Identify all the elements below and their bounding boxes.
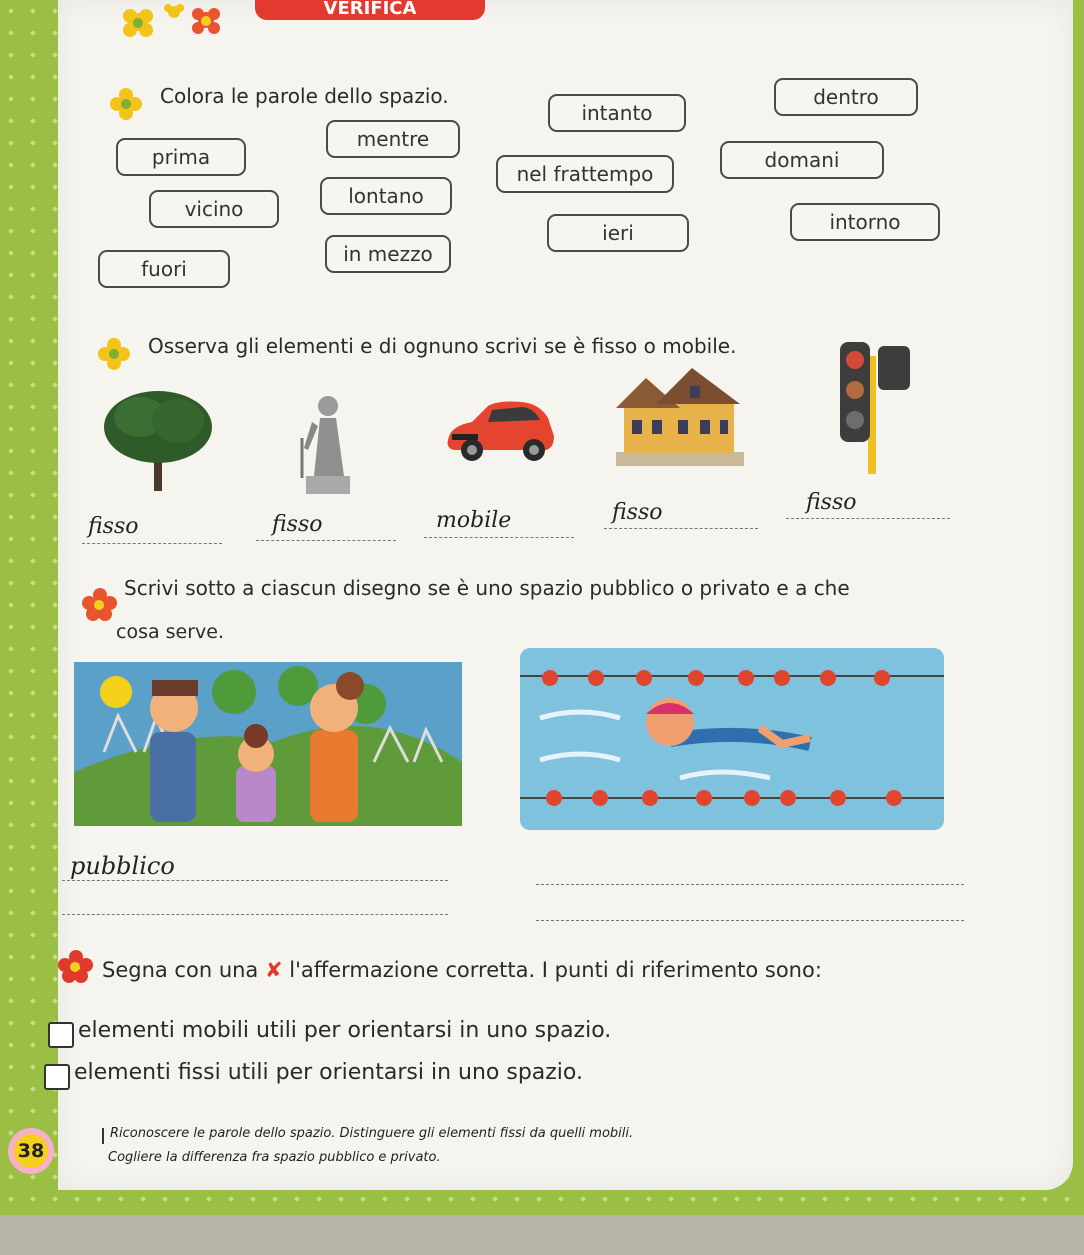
answer-line [604,528,758,529]
answer-line [256,540,396,541]
exercise-bullet-flower-icon [56,948,96,984]
word-chip[interactable]: ieri [547,214,689,252]
header-banner: VERIFICA [255,0,485,20]
answer-line [62,914,448,915]
exercise1-instruction: Colora le parole dello spazio. [160,84,449,108]
word-chip[interactable]: fuori [98,250,230,288]
word-chip[interactable]: nel frattempo [496,155,674,193]
handwritten-answer[interactable]: fisso [612,500,663,525]
word-chip[interactable]: vicino [149,190,279,228]
answer-line [62,880,448,881]
page-number: 38 [14,1134,48,1168]
page-number-badge [8,1128,54,1174]
word-chip[interactable]: intanto [548,94,686,132]
handwritten-answer[interactable]: fisso [272,512,323,537]
exercise-bullet-flower-icon [96,336,132,372]
footer-divider [102,1128,104,1144]
word-chip[interactable]: intorno [790,203,940,241]
exercise4-instruction [102,958,822,982]
option-checkbox[interactable] [44,1064,70,1090]
house-icon [616,364,746,470]
word-chip[interactable]: prima [116,138,246,176]
word-chip[interactable]: dentro [774,78,918,116]
handwritten-answer[interactable]: pubblico [70,852,175,880]
answer-line [536,920,964,921]
tree-icon [100,385,220,495]
traffic-light-icon [822,336,914,476]
exercise2-instruction: Osserva gli elementi e di ognuno scrivi se è fisso o mobile. [148,334,737,358]
handwritten-answer[interactable]: fisso [88,514,139,539]
statue-icon [292,378,362,496]
handwritten-answer[interactable]: fisso [806,490,857,515]
word-chip[interactable]: mentre [326,120,460,158]
decorative-flowers-icon [118,2,238,44]
exercise3-instruction: Scrivi sotto a ciascun disegno se è uno spazio pubblico o privato e a che [124,576,850,600]
option-checkbox[interactable] [48,1022,74,1048]
word-chip[interactable]: domani [720,141,884,179]
answer-line [82,543,222,544]
footer-objective-1: Riconoscere le parole dello spazio. Distinguere gli elementi fissi da quelli mobili. [110,1126,634,1141]
exercise-bullet-flower-icon [108,86,144,122]
answer-line [536,884,964,885]
answer-line [786,518,950,519]
exercise4-instruction-start: Segna con una [102,958,259,982]
option-text: elementi fissi utili per orientarsi in uno spazio. [74,1060,583,1085]
exercise-bullet-flower-icon [80,586,120,622]
exercise3-instruction-continued: cosa serve. [116,621,225,643]
handwritten-answer[interactable]: mobile [436,508,512,533]
pool-illustration [520,648,944,830]
red-x-mark-icon: ✘ [265,958,283,982]
footer-objective-2: Cogliere la differenza fra spazio pubblico e privato. [108,1150,441,1165]
word-chip[interactable]: in mezzo [325,235,451,273]
car-icon [442,396,558,466]
park-illustration [74,662,462,826]
answer-line [424,537,574,538]
option-text: elementi mobili utili per orientarsi in uno spazio. [78,1018,612,1043]
word-chip[interactable]: lontano [320,177,452,215]
exercise4-instruction-end: l'affermazione corretta. I punti di riferimento sono: [289,958,822,982]
